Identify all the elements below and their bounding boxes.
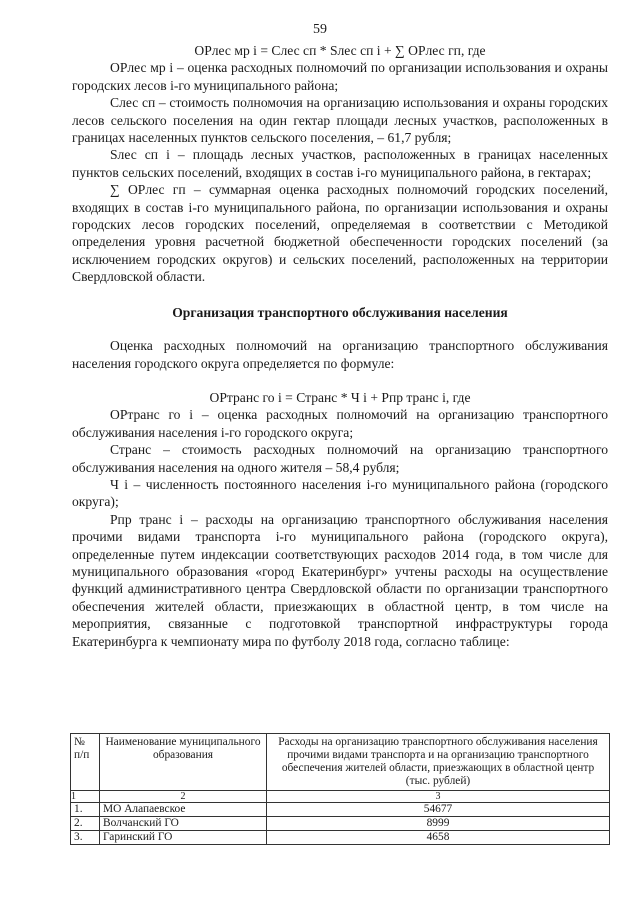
table-header-row xyxy=(71,734,610,791)
page-number: 59 xyxy=(313,22,327,37)
expenses-table xyxy=(70,733,610,845)
table-cell-number: 1. xyxy=(71,803,100,817)
formula-transport: ОРтранс го i = Странс * Ч i + Рпр транс i, где xyxy=(209,389,471,405)
paragraph: ∑ ОРлес гп – суммарная оценка расходных полномочий городских поселений, входящих в состав i-го муниципального района, по организации использования и охраны городских лесов городских поселений, определяемая в соответствии с Методикой определения уровня расчетной бюджетной обеспеченности городских поселений (за исключением городских округов) и сельских поселений, расположенных на территории Свердловской области. xyxy=(72,182,608,285)
section-heading: Организация транспортного обслуживания населения xyxy=(172,304,508,320)
paragraph: Sлес сп i – площадь лесных участков, расположенных в границах населенных пунктов сельских поселений, входящих в состав i-го муниципального района, в гектарах; xyxy=(72,147,608,180)
paragraph: Рпр транс i – расходы на организацию транспортного обслуживания населения прочими видами транспорта i-го муниципального района (городского округа), определенные путем индексации соответствующих расходов 2014 года, в том числе для муниципального образования «город Екатеринбург» учтены расходы на осуществление функций административного центра Свердловской области по организации транспортного обеспечения жителей области, приезжающих в областной центр, в том числе на мероприятия, связанные с подготовкой транспортной инфраструктуры города Екатеринбурга к чемпионату мира по футболу 2018 года, согласно таблице: xyxy=(72,511,608,649)
paragraph: Ч i – численность постоянного населения i-го муниципального района (городского округа); xyxy=(72,476,608,510)
formula-forest: ОРлес мр i = Слес сп * Sлес сп i + ∑ ОРлес гп, где xyxy=(194,43,486,58)
table-row xyxy=(71,831,610,845)
table-cell: 1 xyxy=(71,791,100,803)
table-cell-name: МО Алапаевское xyxy=(100,803,267,817)
paragraph: ОРлес мр i – оценка расходных полномочий по организации использования и охраны городских лесов i-го муниципального района; xyxy=(72,60,608,93)
column-header-expenses: Расходы на организацию транспортного обслуживания населения прочими видами транспорта и на организацию транспортного обеспечения жителей области, приезжающих в областной центр (тыс. рублей) xyxy=(267,734,610,791)
table-cell-name: Волчанский ГО xyxy=(100,817,267,831)
table-cell: 2 xyxy=(100,791,267,803)
table-cell-name: Гаринский ГО xyxy=(100,831,267,845)
table-cell: 3 xyxy=(267,791,610,803)
table-cell-value: 8999 xyxy=(267,817,610,831)
paragraph: ОРтранс го i – оценка расходных полномочий на организацию транспортного обслуживания населения i-го городского округа; xyxy=(72,407,608,440)
paragraph: Слес сп – стоимость полномочия на организацию использования и охраны городских лесов сельского поселения на один гектар площади лесных участков, расположенных в границах населенных пунктов сельского поселения, – 61,7 рубля; xyxy=(72,95,608,146)
paragraph: Оценка расходных полномочий на организацию транспортного обслуживания населения городского округа определяется по формуле: xyxy=(72,338,608,371)
table-cell-number: 2. xyxy=(71,817,100,831)
table-row xyxy=(71,803,610,817)
column-header-name: Наименование муниципального образования xyxy=(100,734,267,791)
paragraph: Странс – стоимость расходных полномочий на организацию транспортного обслуживания населения на одного жителя – 58,4 рубля; xyxy=(72,442,608,475)
table-index-row xyxy=(71,791,610,803)
column-header-number: № п/п xyxy=(71,734,100,791)
table-row xyxy=(71,817,610,831)
document-body xyxy=(72,42,608,650)
table-cell-number: 3. xyxy=(71,831,100,845)
table-cell-value: 54677 xyxy=(267,803,610,817)
table-cell-value: 4658 xyxy=(267,831,610,845)
